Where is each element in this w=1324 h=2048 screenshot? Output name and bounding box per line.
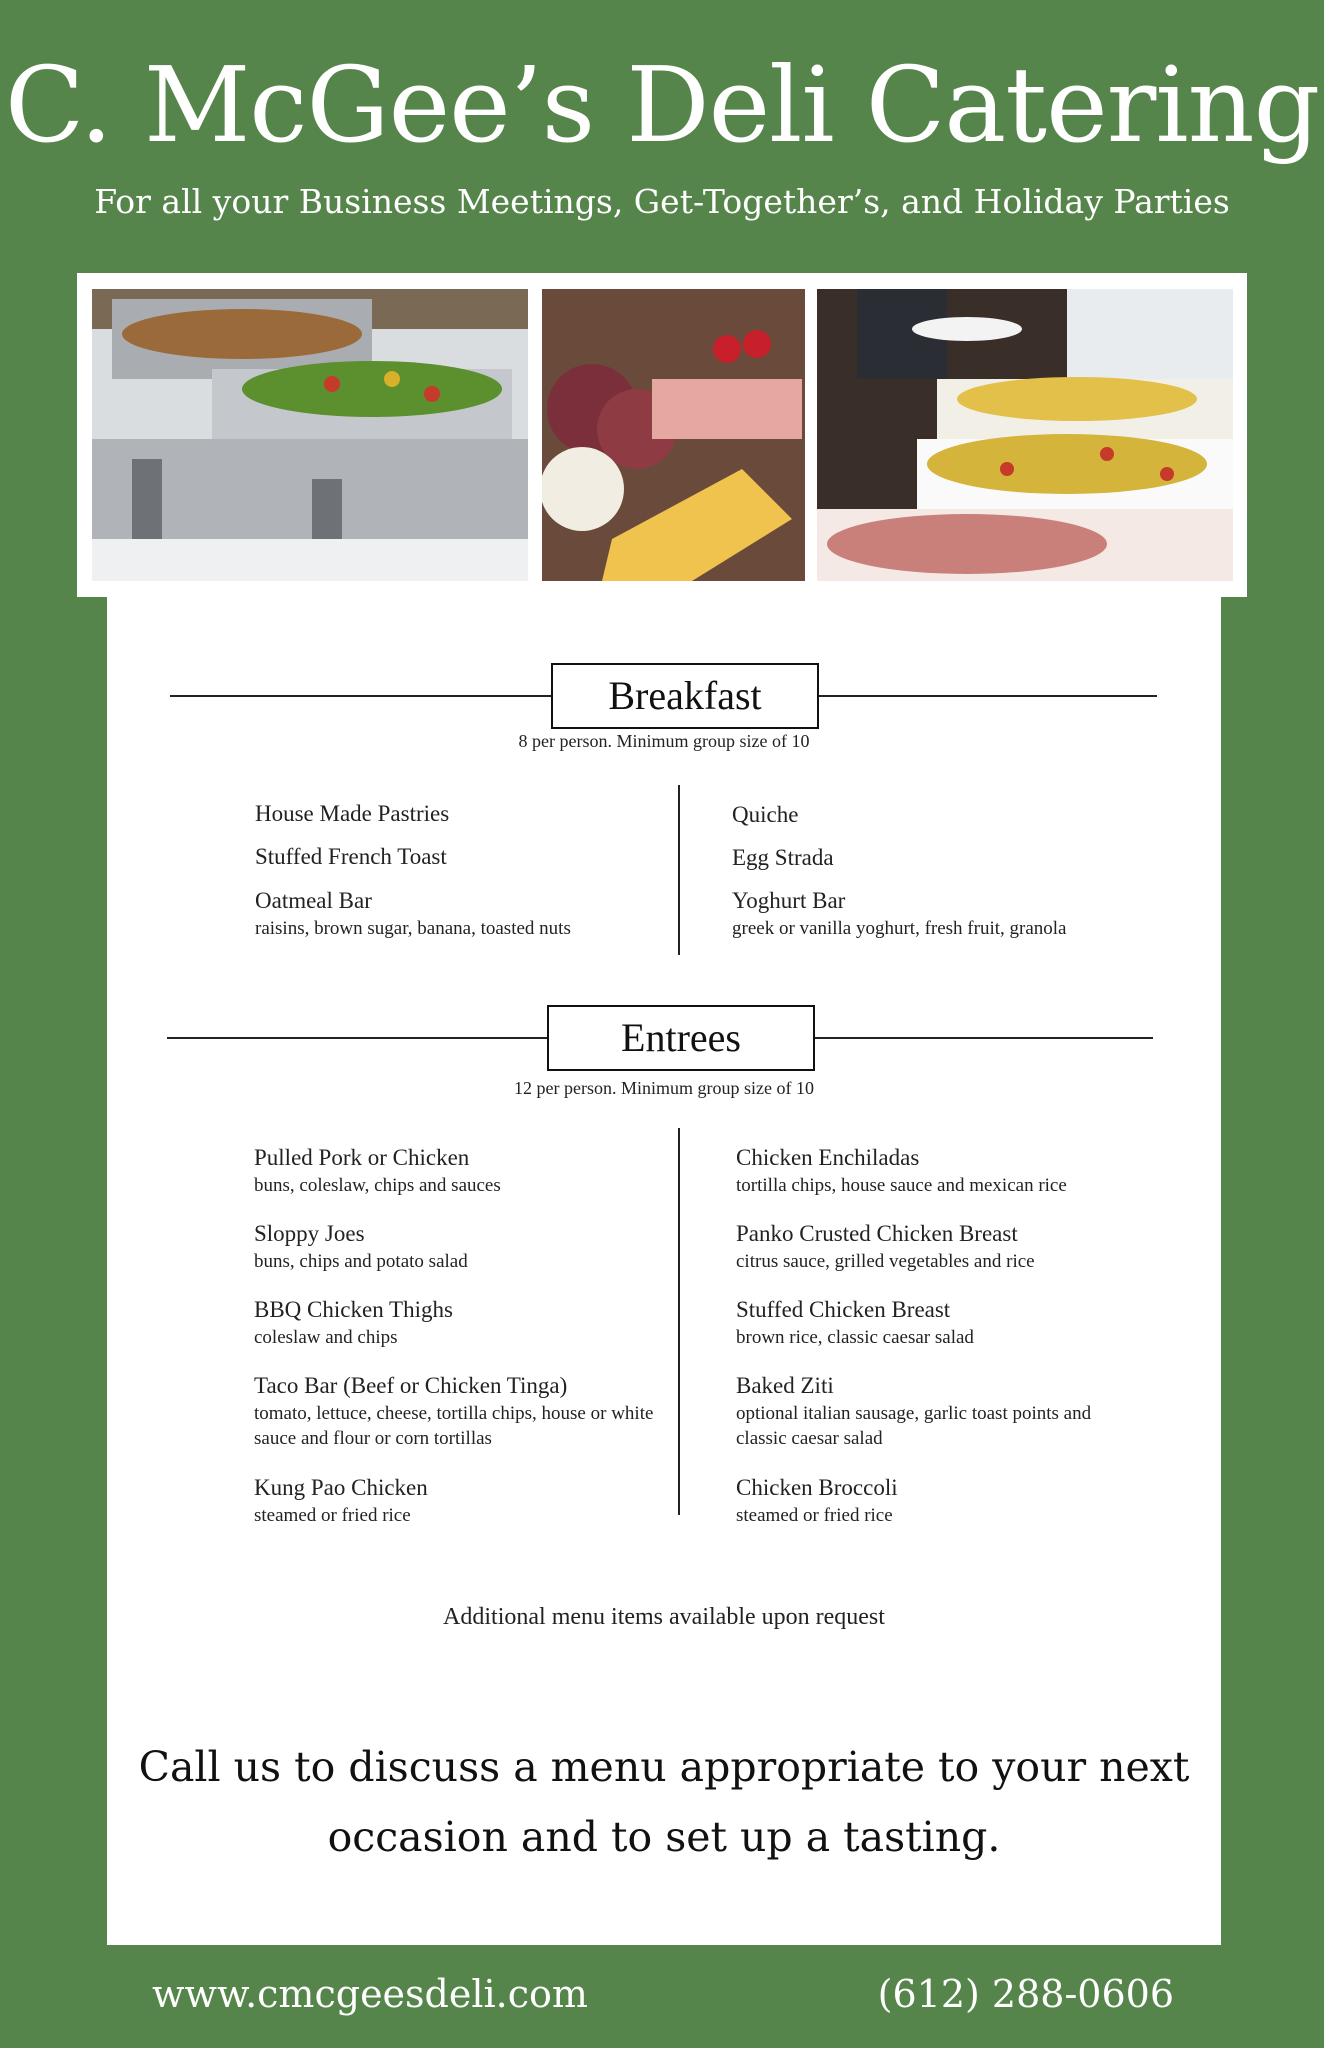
item-name: Kung Pao Chicken [254,1475,428,1500]
item-name: BBQ Chicken Thighs [254,1297,453,1322]
item-name: Sloppy Joes [254,1221,365,1246]
item-name: Pulled Pork or Chicken [254,1145,470,1170]
breakfast-divider [678,785,680,955]
list-item [736,1296,1176,1350]
call-to-action [107,1732,1221,1872]
menu-panel [107,597,1221,1945]
item-description: buns, coleslaw, chips and sauces [254,1174,501,1196]
list-item [732,844,1152,873]
item-name: Chicken Broccoli [736,1475,898,1500]
breakfast-note: 8 per person. Minimum group size of 10 [518,731,810,751]
item-name: Panko Crusted Chicken Breast [736,1221,1018,1246]
list-item [732,887,1172,941]
list-item [254,1144,674,1198]
page-subtitle: For all your Business Meetings, Get-Together’s, and Holiday Parties [94,182,1230,221]
item-description: coleslaw and chips [254,1326,398,1348]
item-name: Baked Ziti [736,1373,834,1398]
breakfast-heading: Breakfast [551,663,819,729]
list-item [736,1220,1176,1274]
call-line-1: Call us to discuss a menu appropriate to your next [138,1743,1190,1791]
item-description: steamed or fried rice [254,1504,411,1526]
item-name: House Made Pastries [255,801,450,826]
list-item [736,1144,1176,1198]
entrees-heading: Entrees [547,1005,815,1071]
list-item [255,887,675,941]
meats-cheese-photo [542,289,805,581]
item-name: Stuffed French Toast [255,844,447,869]
list-item [254,1372,654,1452]
item-description: buns, chips and potato salad [254,1250,468,1272]
list-item [736,1372,1126,1452]
item-name: Yoghurt Bar [732,888,846,913]
item-description: brown rice, classic caesar salad [736,1326,974,1348]
item-name: Quiche [732,802,799,827]
additional-items-note: Additional menu items available upon request [443,1604,885,1630]
list-item [736,1474,1156,1528]
item-name: Chicken Enchiladas [736,1145,920,1170]
buffet-line-photo [817,289,1233,581]
item-description: optional italian sausage, garlic toast points and classic caesar salad [736,1402,1092,1450]
list-item [255,800,675,829]
website-link[interactable]: www.cmcgeesdeli.com [152,1972,588,2016]
item-name: Stuffed Chicken Breast [736,1297,951,1322]
item-name: Egg Strada [732,845,834,870]
chafing-dishes-photo [92,289,528,581]
page-title: C. McGee’s Deli Catering [4,44,1320,166]
list-item [254,1474,674,1528]
list-item [255,843,675,872]
item-description: citrus sauce, grilled vegetables and rice [736,1250,1035,1272]
photo-strip [77,273,1247,597]
item-description: tortilla chips, house sauce and mexican rice [736,1174,1067,1196]
list-item [732,801,1152,830]
item-description: greek or vanilla yoghurt, fresh fruit, granola [732,917,1067,939]
phone-number[interactable]: (612) 288-0606 [877,1972,1174,2016]
entrees-divider [678,1128,680,1515]
list-item [254,1220,674,1274]
entrees-rule-right [815,1037,1153,1039]
item-name: Oatmeal Bar [255,888,372,913]
entrees-note: 12 per person. Minimum group size of 10 [514,1078,814,1098]
item-description: tomato, lettuce, cheese, tortilla chips, house or white sauce and flour or corn tortillas [254,1402,654,1450]
item-description: steamed or fried rice [736,1504,893,1526]
call-line-2: occasion and to set up a tasting. [327,1813,1001,1861]
item-name: Taco Bar (Beef or Chicken Tinga) [254,1373,568,1398]
list-item [254,1296,674,1350]
item-description: raisins, brown sugar, banana, toasted nuts [255,917,571,939]
breakfast-rule-right [819,695,1157,697]
